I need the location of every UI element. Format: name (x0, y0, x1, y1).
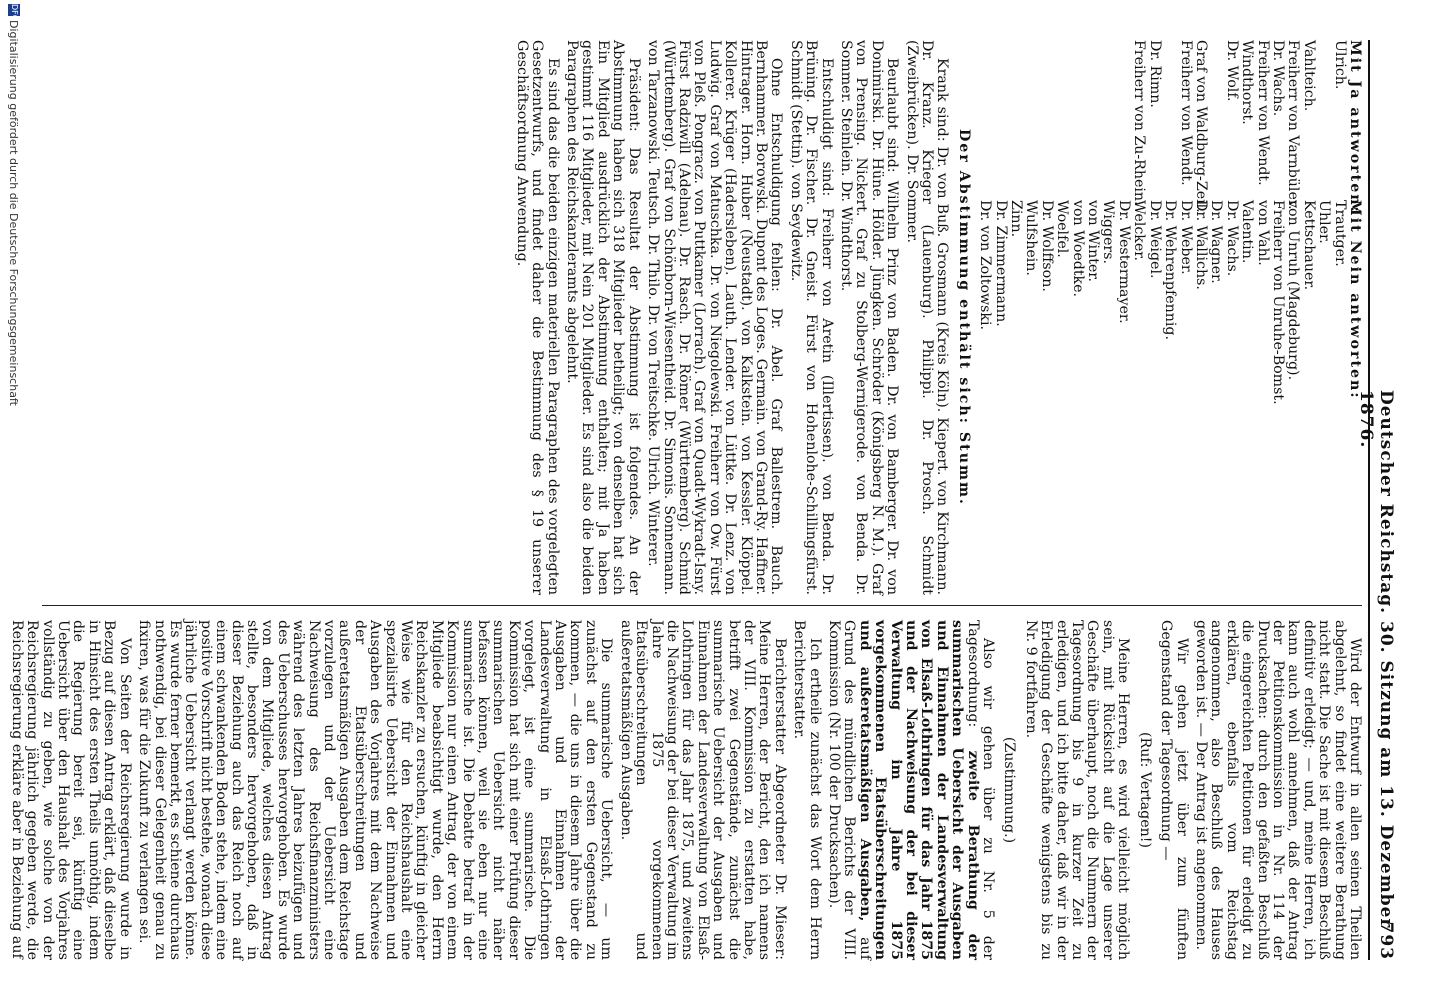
digitization-footer (4, 0, 22, 1000)
left-column (42, 40, 1362, 595)
no-name: Woelfel. (1054, 200, 1071, 258)
yes-list (977, 40, 1348, 213)
no-name: Dr. Weber. (1177, 200, 1194, 275)
no-name: Zinn. (1008, 200, 1025, 238)
paragraph-1: Wird der Entwurf in allen seinen Theilen abgelehnt, so findet eine weitere Berathung nicht statt. Die Sache ist mit diesem Beschluß definitiv erledigt; — und, meine Herren, ich kann auch wohl annehmen, daß der Antrag der Petitionskommission in Nr. 114 der Drucksachen: durch den gefaßten Beschluß die eingereichten Petitionen für erledigt zu erklären, ebenfalls vom Reichstag angenommen, also Beschluß des Hauses geworden ist. — Der Antrag ist angenommen. (1192, 620, 1363, 960)
paragraph-6 (826, 620, 995, 960)
yes-name: Graf von Waldburg-Zeil. (1192, 40, 1209, 213)
page-number: 793 (1376, 921, 1396, 960)
paragraph-6-tail: auf Grund des mündlichen Berichts der VIII. Kommission (Nr. 100 der Drucksachen). (826, 620, 873, 960)
paragraph-3: (Ruf: Vertagen!) (1136, 731, 1153, 849)
no-name: Valentin. (1239, 200, 1256, 264)
yes-name: Freiherr von Wendt. (1254, 40, 1271, 186)
no-name: Dr. von Zoltowski. (977, 200, 994, 331)
no-name: Wiggers. (1100, 200, 1117, 265)
vote-heading-no: Mit Nein antworten: (1347, 200, 1363, 400)
yes-name: Freiherr von Wendt. (1177, 40, 1194, 186)
vote-heading-yes: Mit Ja antworten: (1347, 40, 1363, 214)
no-name: von Woedtke. (1069, 200, 1086, 298)
dfg-logo-icon: DFG (10, 4, 19, 21)
paragraph-7: Ich ertheile zunächst das Wort dem Herrn Berichterstatter. (791, 620, 823, 960)
paragraph-10: Von Seiten der Reichsregierung wurde in Bezug auf diesen Antrag erklärt, daß dieselbe in Hinsicht des ersten Theils unnöthig, indem die Regierung bereit sei, künftig eine Uebersicht über den Haushalt des Vorjahres vollständig zu geben, wie solche von der Reichsregierung jährlich gegeben werde, die Reichsregierung erkläre aber in Beziehung auf (8, 620, 133, 960)
closing-paragraph: Es sind das die beiden einzigen materiellen Paragraphen des vorgelegten Gesetzentwurfs, und findet daher die Bestimmung des § 19 unserer Geschäftsordnung Anwendung. (513, 40, 561, 595)
no-name: von Unruh (Magdeburg). (1285, 200, 1302, 381)
excused-paragraph: Entschuldigt sind: Freiherr von Aretin (Illertissen). von Benda. Dr. Brüning. Dr. Fischer. Dr. Gneist. Fürst von Hohenlohe-Schillingsfürst. Schmidt (Stettin). von Seydewitz. (787, 40, 835, 595)
paragraph-6-bold: zweite Berathung der summarischen Uebersicht der Ausgaben und Einnahmen der Landesverwaltung von Elsaß-Lothringen für das Jahr 1875 und der Nachweisung der bei dieser Verwaltung im Jahre 1875 vorgekommenen Etatsüberschreitungen und außeretatsmäßigen Ausgaben, (856, 620, 981, 960)
sick-paragraph: Krank sind: Dr. von Buß. Grosmann (Kreis Köln). Kiepert. von Kirchmann. Dr. Kranz. Krieger (Lauenburg). Philippi. Dr. Prosch. Schmidt (Zweibrücken). Dr. Sommer. (903, 40, 951, 595)
yes-name: Vahlteich. (1300, 40, 1317, 112)
paragraph-8: Berichterstatter Abgeordneter Dr. Mieser: Meine Herren, der Bericht, den ich namens der VIII. Kommission zu erstatten habe, betrifft zwei Gegenstände, zunächst die summarische Uebersicht der Ausgaben und Einnahmen der Landesverwaltung von Elsaß-Lothringen für das Jahr 1875, und zweitens die Nachweisung der bei dieser Verwaltung im Jahre 1875 vorgekommenen Etatsüberschreitungen und außeretatsmäßigen Ausgaben. (617, 620, 788, 960)
yes-name (1162, 40, 1177, 190)
no-name: Kettschauer. (1300, 200, 1317, 291)
running-title: Deutscher Reichstag. 30. Sitzung am 13. Dezember 1876. (1356, 390, 1396, 929)
no-name: Welcker. (1131, 200, 1148, 262)
no-name: Dr. Wolffson. (1038, 200, 1055, 292)
yes-name: Dr. Wachs. (1269, 40, 1286, 117)
no-name: von Winter. (1085, 200, 1102, 283)
no-name: Trautger. (1331, 200, 1348, 267)
yes-name: Freiherr von Varnbüler. (1285, 40, 1302, 210)
paragraph-6-lead: Also wir gehen über zu Nr. 5 der Tagesordnung: (964, 620, 997, 960)
president-paragraph: Präsident: Das Resultat der Abstimmung ist folgendes. An der Abstimmung haben sich 318 Mitglieder betheiligt; von denselben hat sich Ein Mitglied ausdrücklich der Abstimmung enthalten; mit Ja haben gestimmt 116 Mitglieder, mit Nein 201 Mitglieder. Es sind also die beiden Paragraphen des Reichskanzleramts abgelehnt. (564, 40, 642, 595)
no-name: Uhler. (1316, 200, 1333, 244)
no-name: Dr. Wagner. (1208, 200, 1225, 284)
leave-paragraph: Beurlaubt sind: Wilhelm Prinz von Baden. Dr. von Bamberger. Dr. von Donimirski. Dr. Hüne. Hölder. Jüngken. Schröder (Königsberg N. M.). Graf von Prensing. Nickert. Graf zu Stolberg-Wernigerode. von Benda. Dr. Sommer. Steinlein. Dr. Windthorst. (838, 40, 901, 595)
yes-name: Windthorst. (1239, 40, 1256, 125)
no-name: Dr. Zimmermann. (992, 200, 1009, 327)
digitization-credit: Digitalisierung gefördert durch die Deutsche Forschungsgemeinschaft (7, 20, 20, 406)
no-name: Freiherr von Unruhe-Bomst. (1269, 200, 1286, 405)
no-name: Dr. Wachs. (1223, 200, 1240, 277)
yes-name: Dr. Wolf. (1223, 40, 1240, 102)
paragraph-2: Wir gehen jetzt über zum fünften Gegenstand der Tagesordnung — (1158, 620, 1190, 960)
paragraph-9: Die summarische Uebersicht, — um zunächst auf den ersten Gegenstand zu kommen, — die uns in diesem Jahre über die Ausgaben und Einnahmen der Landesverwaltung in Elsaß-Lothringen vorgelegt, ist eine summarische. Die Kommission hat sich mit einer Prüfung dieser summarischen Uebersicht nicht näher befassen können, weil sie eben nur eine summarische ist. Die Debatte betraf in der Kommission nur einen Antrag, der von einem Mitgliede beabsichtigt wurde, den Herrn Reichskanzler zu ersuchen, künftig in gleicher Weise wie für den Reichshaushalt eine spezialisirte Uebersicht der Einnahmen und Ausgaben des Vorjahres mit dem Nachweise der Etatsüberschreitungen und außeretatsmäßigen Ausgaben dem Reichstage vorzulegen und der Uebersicht eine Nachweisung des Reichsfinanzministers während des letzten Jahres beizufügen und des Ueberschusses hervorgehoben. Es wurde von dem Mitgliede, welches diesen Antrag stellte, besonders hervorgehoben, daß in dieser Beziehung auch das Reich noch auf einem schwankenden Boden stehe, indem eine positive Vorschrift nicht bestehe, wonach diese jährliche Uebersicht verlangt werden könne. Es wurde ferner bemerkt, es schiene durchaus nothwendig, bei dieser Gelegenheit genau zu fixiren, was für die Zukunft zu verlangen sei. (136, 620, 615, 960)
yes-name: Freiherr von Zu-Rhein. (1131, 40, 1148, 206)
unexcused-paragraph: Ohne Entschuldigung fehlen: Dr. Abel. Graf Ballestrem. Bauch. Bernhammer. Borowski. Dupont des Loges. Germain. von Grand-Ry. Haffner. Hintrager. Horn. Huber (Neustadt). von Kalkstein. von Kessler. Klöppel. Kollerer. Krüger (Hadersleben). Lauth. Lender. von Lüttke. Dr. Lenz. von Ludwig. Graf von Matuschka. Dr. von Niegolewski. Freiherr von Ow. Fürst von Pleß. Pongracz. von Puttkamer (Lorrach). Graf von Quadt-Wykradt-Isny. Fürst Radziwill (Adelnau). Dr. Rasch. Dr. Römer (Württemberg). Schmid (Württemberg). Graf von Schönborn-Wiesentheid. Dr. Simonis. Sonnemann. von Tarzanowski. Teutsch. Dr. Thilo. Dr. von Treitschke. Ulrich. Winterer. (645, 40, 785, 595)
column-divider (42, 605, 1362, 606)
no-name: Wulfshein. (1023, 200, 1040, 276)
no-list (977, 200, 1347, 595)
paragraph-5: (Zustimmung.) (1001, 736, 1018, 844)
no-name: Dr. Wallichs. (1192, 200, 1209, 290)
paragraph-4: Meine Herren, es wird vielleicht möglich sein, mit Rücksicht auf die Lage unserer Geschäfte überhaupt, noch die Nummern der Tagesordnung bis 9 in kurzer Zeit zu erledigen, und ich bitte daher, daß wir in der Erledigung der Geschäfte wenigstens bis zu Nr. 9 fortfahren. (1022, 620, 1132, 960)
abstention-heading: Der Abstimmung enthält sich: Stumm. (955, 129, 972, 506)
running-header (1356, 40, 1404, 960)
no-name: Dr. Wehrenpfennig. (1162, 200, 1179, 341)
yes-name (1208, 40, 1223, 190)
vote-lists (977, 40, 1362, 595)
right-column (8, 620, 1363, 960)
no-name: von Vahl. (1254, 200, 1271, 266)
yes-name: Dr. Rimn. (1146, 40, 1163, 108)
yes-name (1316, 40, 1331, 190)
no-name: Dr. Westermayer. (1115, 200, 1132, 324)
yes-name: Ulrich. (1331, 40, 1348, 90)
no-name: Dr. Weigel. (1146, 200, 1163, 279)
